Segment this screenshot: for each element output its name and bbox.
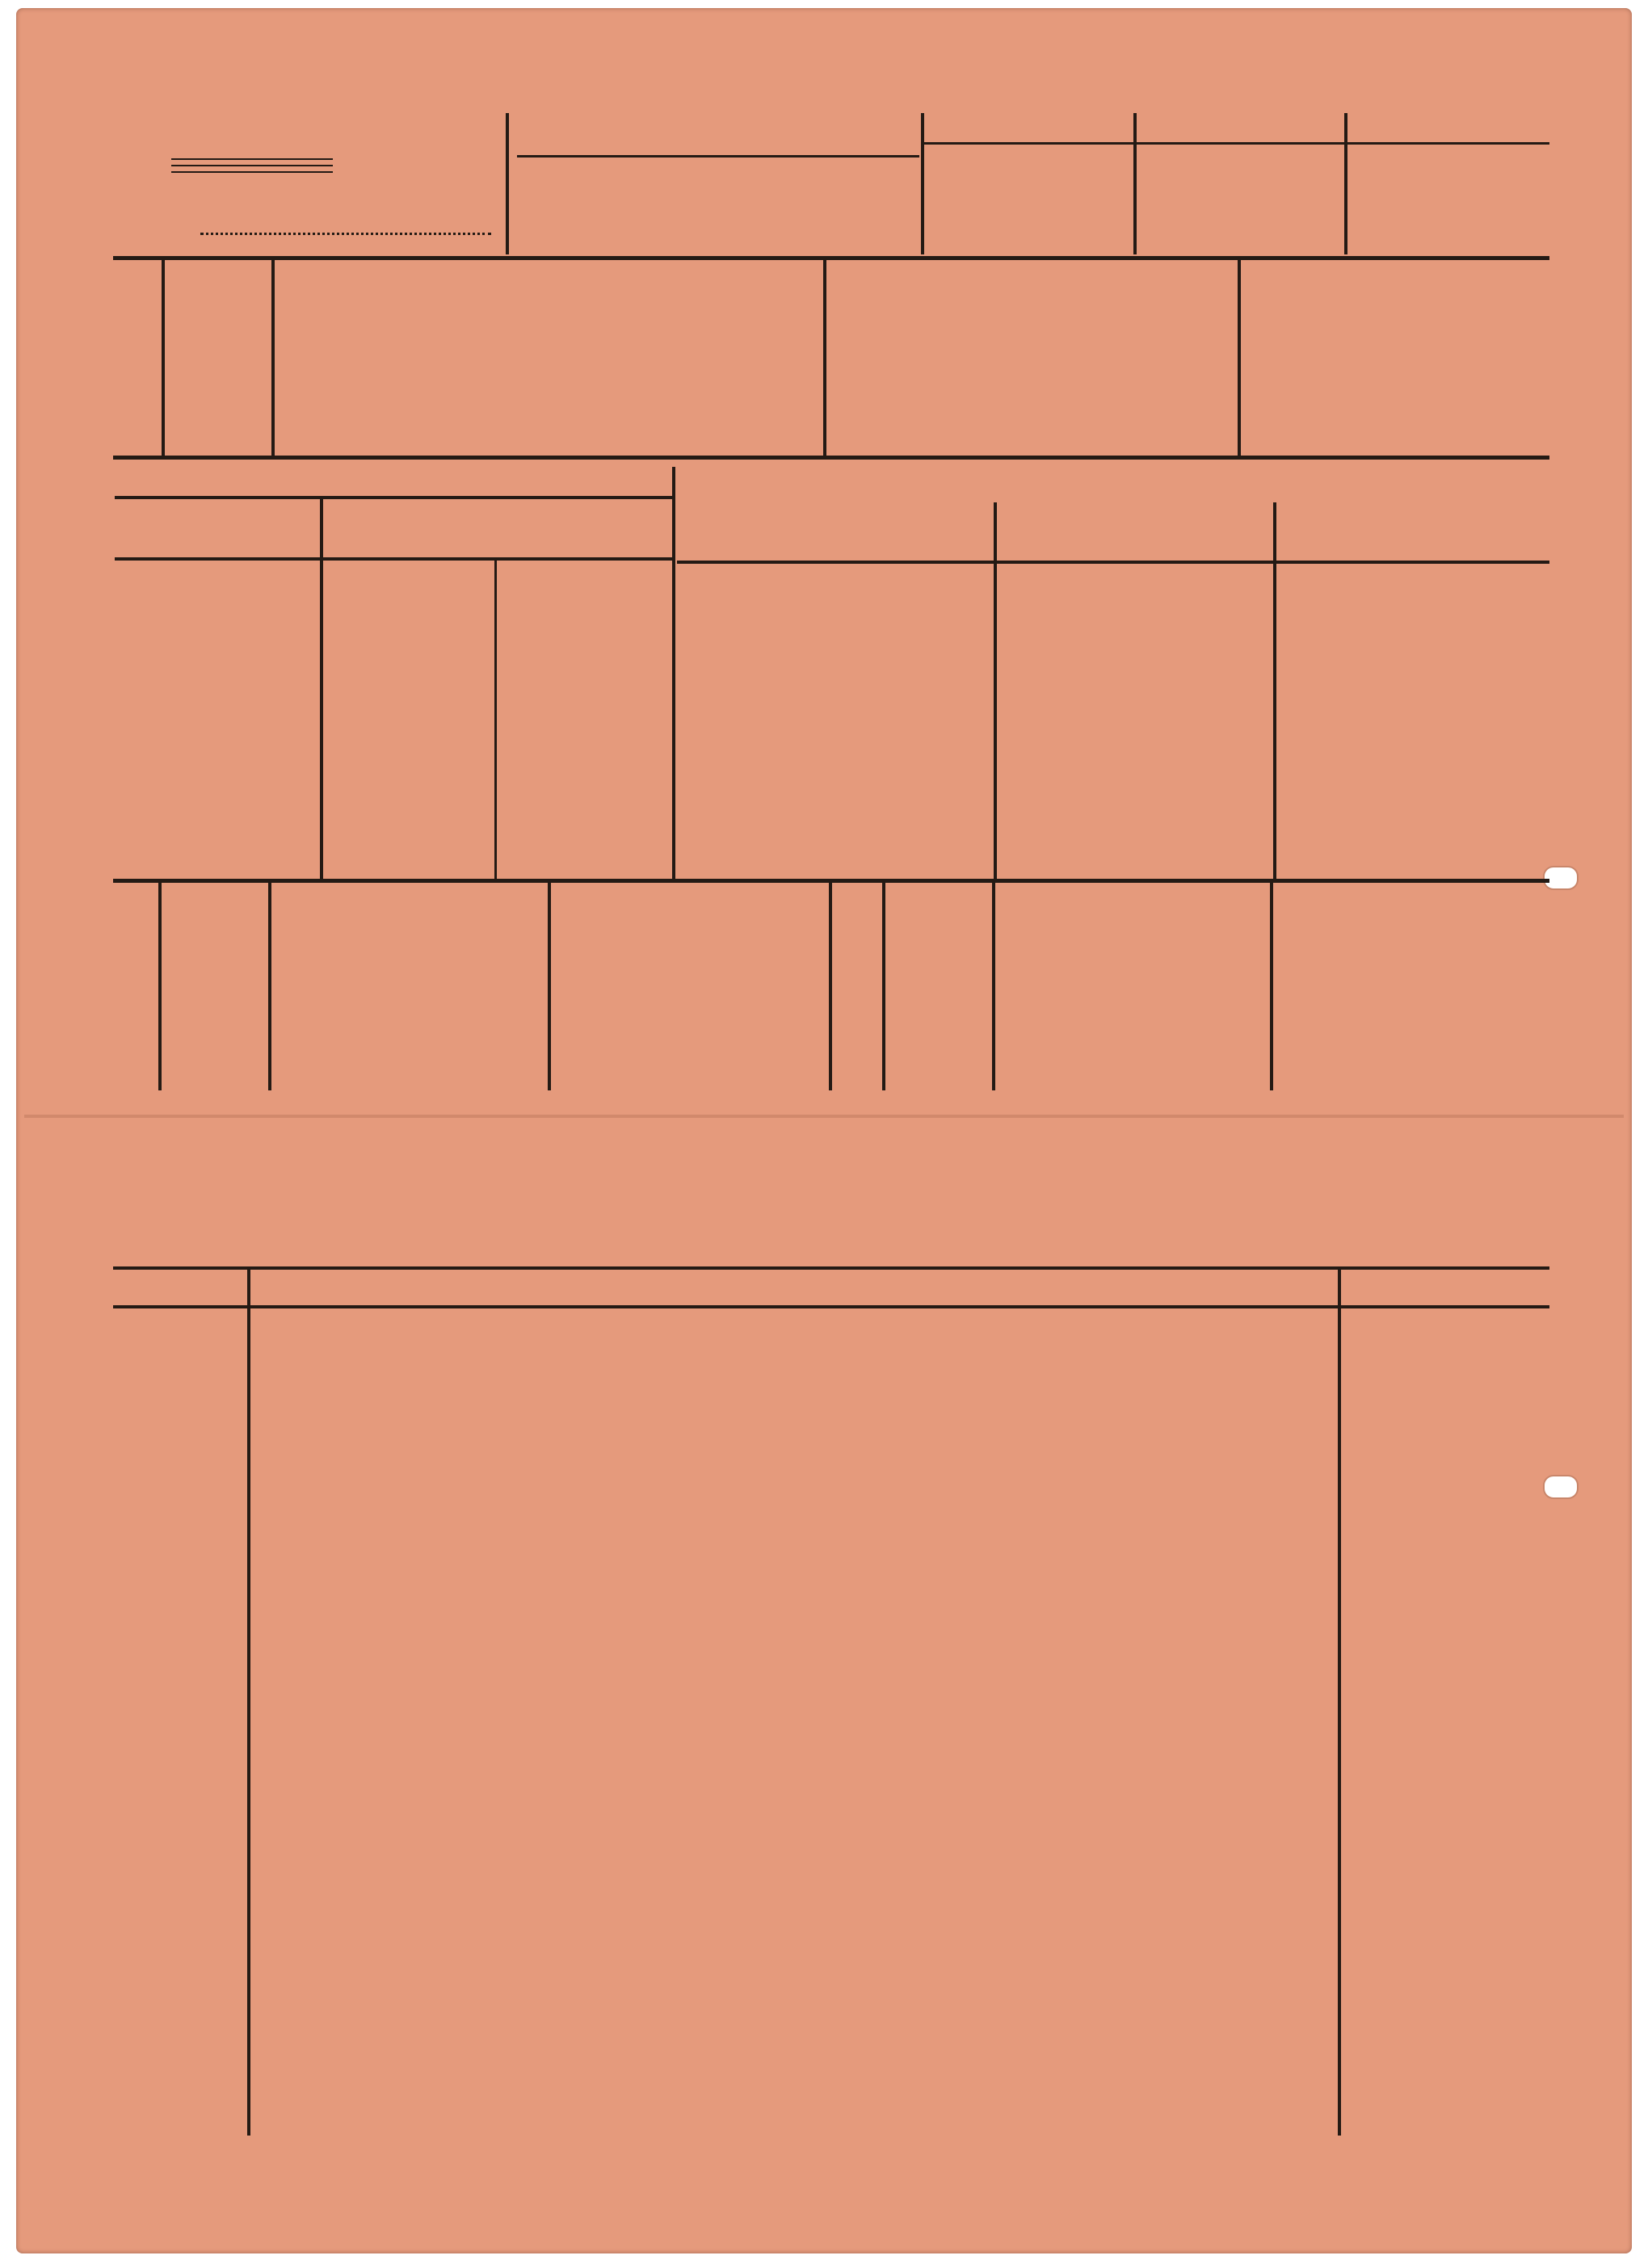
punch-hole-lower bbox=[1543, 1475, 1579, 1499]
impfungen-title-rule bbox=[115, 496, 672, 499]
versetzungen-right-vline-1 bbox=[992, 883, 995, 1090]
erkrankungen-vline-2 bbox=[1273, 502, 1276, 879]
kommandos-header-rule bbox=[113, 1305, 1549, 1308]
versetzungen-divider bbox=[829, 883, 832, 1090]
fold-crease bbox=[24, 1115, 1624, 1118]
versetzungen-left-vline-2 bbox=[548, 883, 551, 1090]
versetzungen-right-side-vline bbox=[882, 883, 885, 1090]
kommandos-top-border bbox=[113, 1266, 1549, 1270]
strafen-vline-1 bbox=[271, 260, 275, 456]
charakter-rule-0 bbox=[517, 155, 919, 158]
versetzungen-left-vline-1 bbox=[268, 883, 271, 1090]
top-vline-4 bbox=[1344, 113, 1347, 254]
versetzungen-left-side-vline bbox=[158, 883, 162, 1090]
top-header-underline bbox=[921, 142, 1549, 145]
lager-dotted-line bbox=[200, 233, 491, 235]
strafen-vline-3 bbox=[1238, 260, 1241, 456]
erkrankungen-vline-1 bbox=[994, 502, 997, 879]
nr-strike-3 bbox=[171, 171, 333, 173]
strafen-vline-side bbox=[162, 260, 165, 456]
top-vline-3 bbox=[1133, 113, 1137, 254]
top-vline-1 bbox=[506, 113, 509, 254]
nr-strike-2 bbox=[171, 165, 333, 166]
impfungen-vline-right bbox=[672, 467, 675, 879]
strafen-vline-2 bbox=[823, 260, 826, 456]
kommandos-vline-2 bbox=[1338, 1270, 1341, 2136]
impfungen-vline-2 bbox=[494, 561, 497, 879]
strafen-top-border bbox=[113, 256, 1549, 260]
punch-hole-upper bbox=[1543, 866, 1579, 890]
impfungen-header-rule bbox=[115, 557, 672, 561]
nr-strike-1 bbox=[171, 158, 333, 160]
versetzungen-right-vline-2 bbox=[1270, 883, 1273, 1090]
strafen-bottom-border bbox=[113, 456, 1549, 460]
impfungen-vline-1 bbox=[320, 499, 323, 879]
kommandos-vline-1 bbox=[247, 1270, 250, 2136]
top-vline-2 bbox=[921, 113, 924, 254]
erkrankungen-header-rule bbox=[677, 561, 1549, 564]
